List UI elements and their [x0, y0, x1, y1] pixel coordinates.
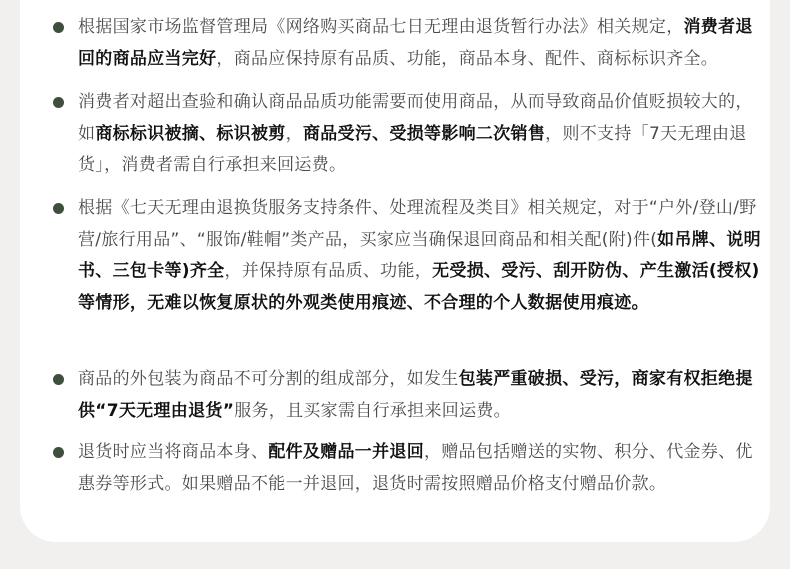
emphasis-text: 无受损、受污、刮开防伪、产生激活(授权)等情形，无难以恢复原状的外观类使用痕迹、不合理的个人数据使用痕迹。 [78, 261, 760, 313]
bullet-dot-icon [53, 97, 64, 108]
bullet-dot-icon [53, 22, 64, 33]
policy-item [53, 193, 765, 319]
policy-text [78, 364, 765, 427]
body-text: 商品的外包装为商品不可分割的组成部分，如发生 [78, 369, 459, 389]
policy-text [78, 437, 765, 500]
bullet-dot-icon [53, 203, 64, 214]
body-text: 退货时应当将商品本身、 [78, 442, 269, 462]
body-text: 消费者对超出查验和确认商品品质功能需要而使用商品，从而导致商品价值贬损较大的，如 [78, 92, 753, 144]
body-text: ， [285, 123, 303, 144]
emphasis-text: 配件及赠品一并退回 [268, 442, 425, 462]
emphasis-text: 包装严重破损、受污，商家有权拒绝提供“7天无理由退货” [78, 369, 753, 421]
bullet-dot-icon [53, 447, 64, 458]
policy-item [53, 12, 765, 75]
emphasis-text: 商标标识被摘、标识被剪 [95, 123, 286, 144]
emphasis-text: 如吊牌、说明书、三包卡等)齐全 [78, 229, 761, 281]
body-text: ，并保持原有品质、功能， [224, 261, 433, 281]
body-text: ，则不支持「7天无理由退货」，消费者需自行承担来回运费。 [78, 123, 747, 175]
return-policy-card [20, 0, 770, 542]
policy-text [78, 12, 765, 75]
policy-text [78, 87, 765, 182]
body-text: 根据国家市场监督管理局《网络购买商品七日无理由退货暂行办法》相关规定， [78, 17, 684, 37]
bullet-dot-icon [53, 374, 64, 385]
policy-text [78, 193, 765, 319]
body-text: ，商品应保持原有品质、功能，商品本身、配件、商标标识齐全。 [216, 48, 719, 69]
policy-item [53, 364, 765, 427]
emphasis-text: 商品受污、受损等影响二次销售 [302, 123, 546, 144]
policy-item [53, 437, 765, 500]
emphasis-text: 消费者退回的商品应当完好 [78, 17, 753, 69]
body-text: 服务，且买家需自行承担来回运费。 [234, 400, 511, 421]
body-text: 根据《七天无理由退换货服务支持条件、处理流程及类目》相关规定，对于“户外/登山/野营/旅行用品”、“服饰/鞋帽”类产品，买家应当确保退回商品和相关配(附)件( [78, 198, 757, 250]
body-text: ，赠品包括赠送的实物、积分、代金券、优惠券等形式。如果赠品不能一并退回，退货时需按照赠品价格支付赠品价款。 [78, 442, 753, 494]
policy-item [53, 87, 765, 182]
